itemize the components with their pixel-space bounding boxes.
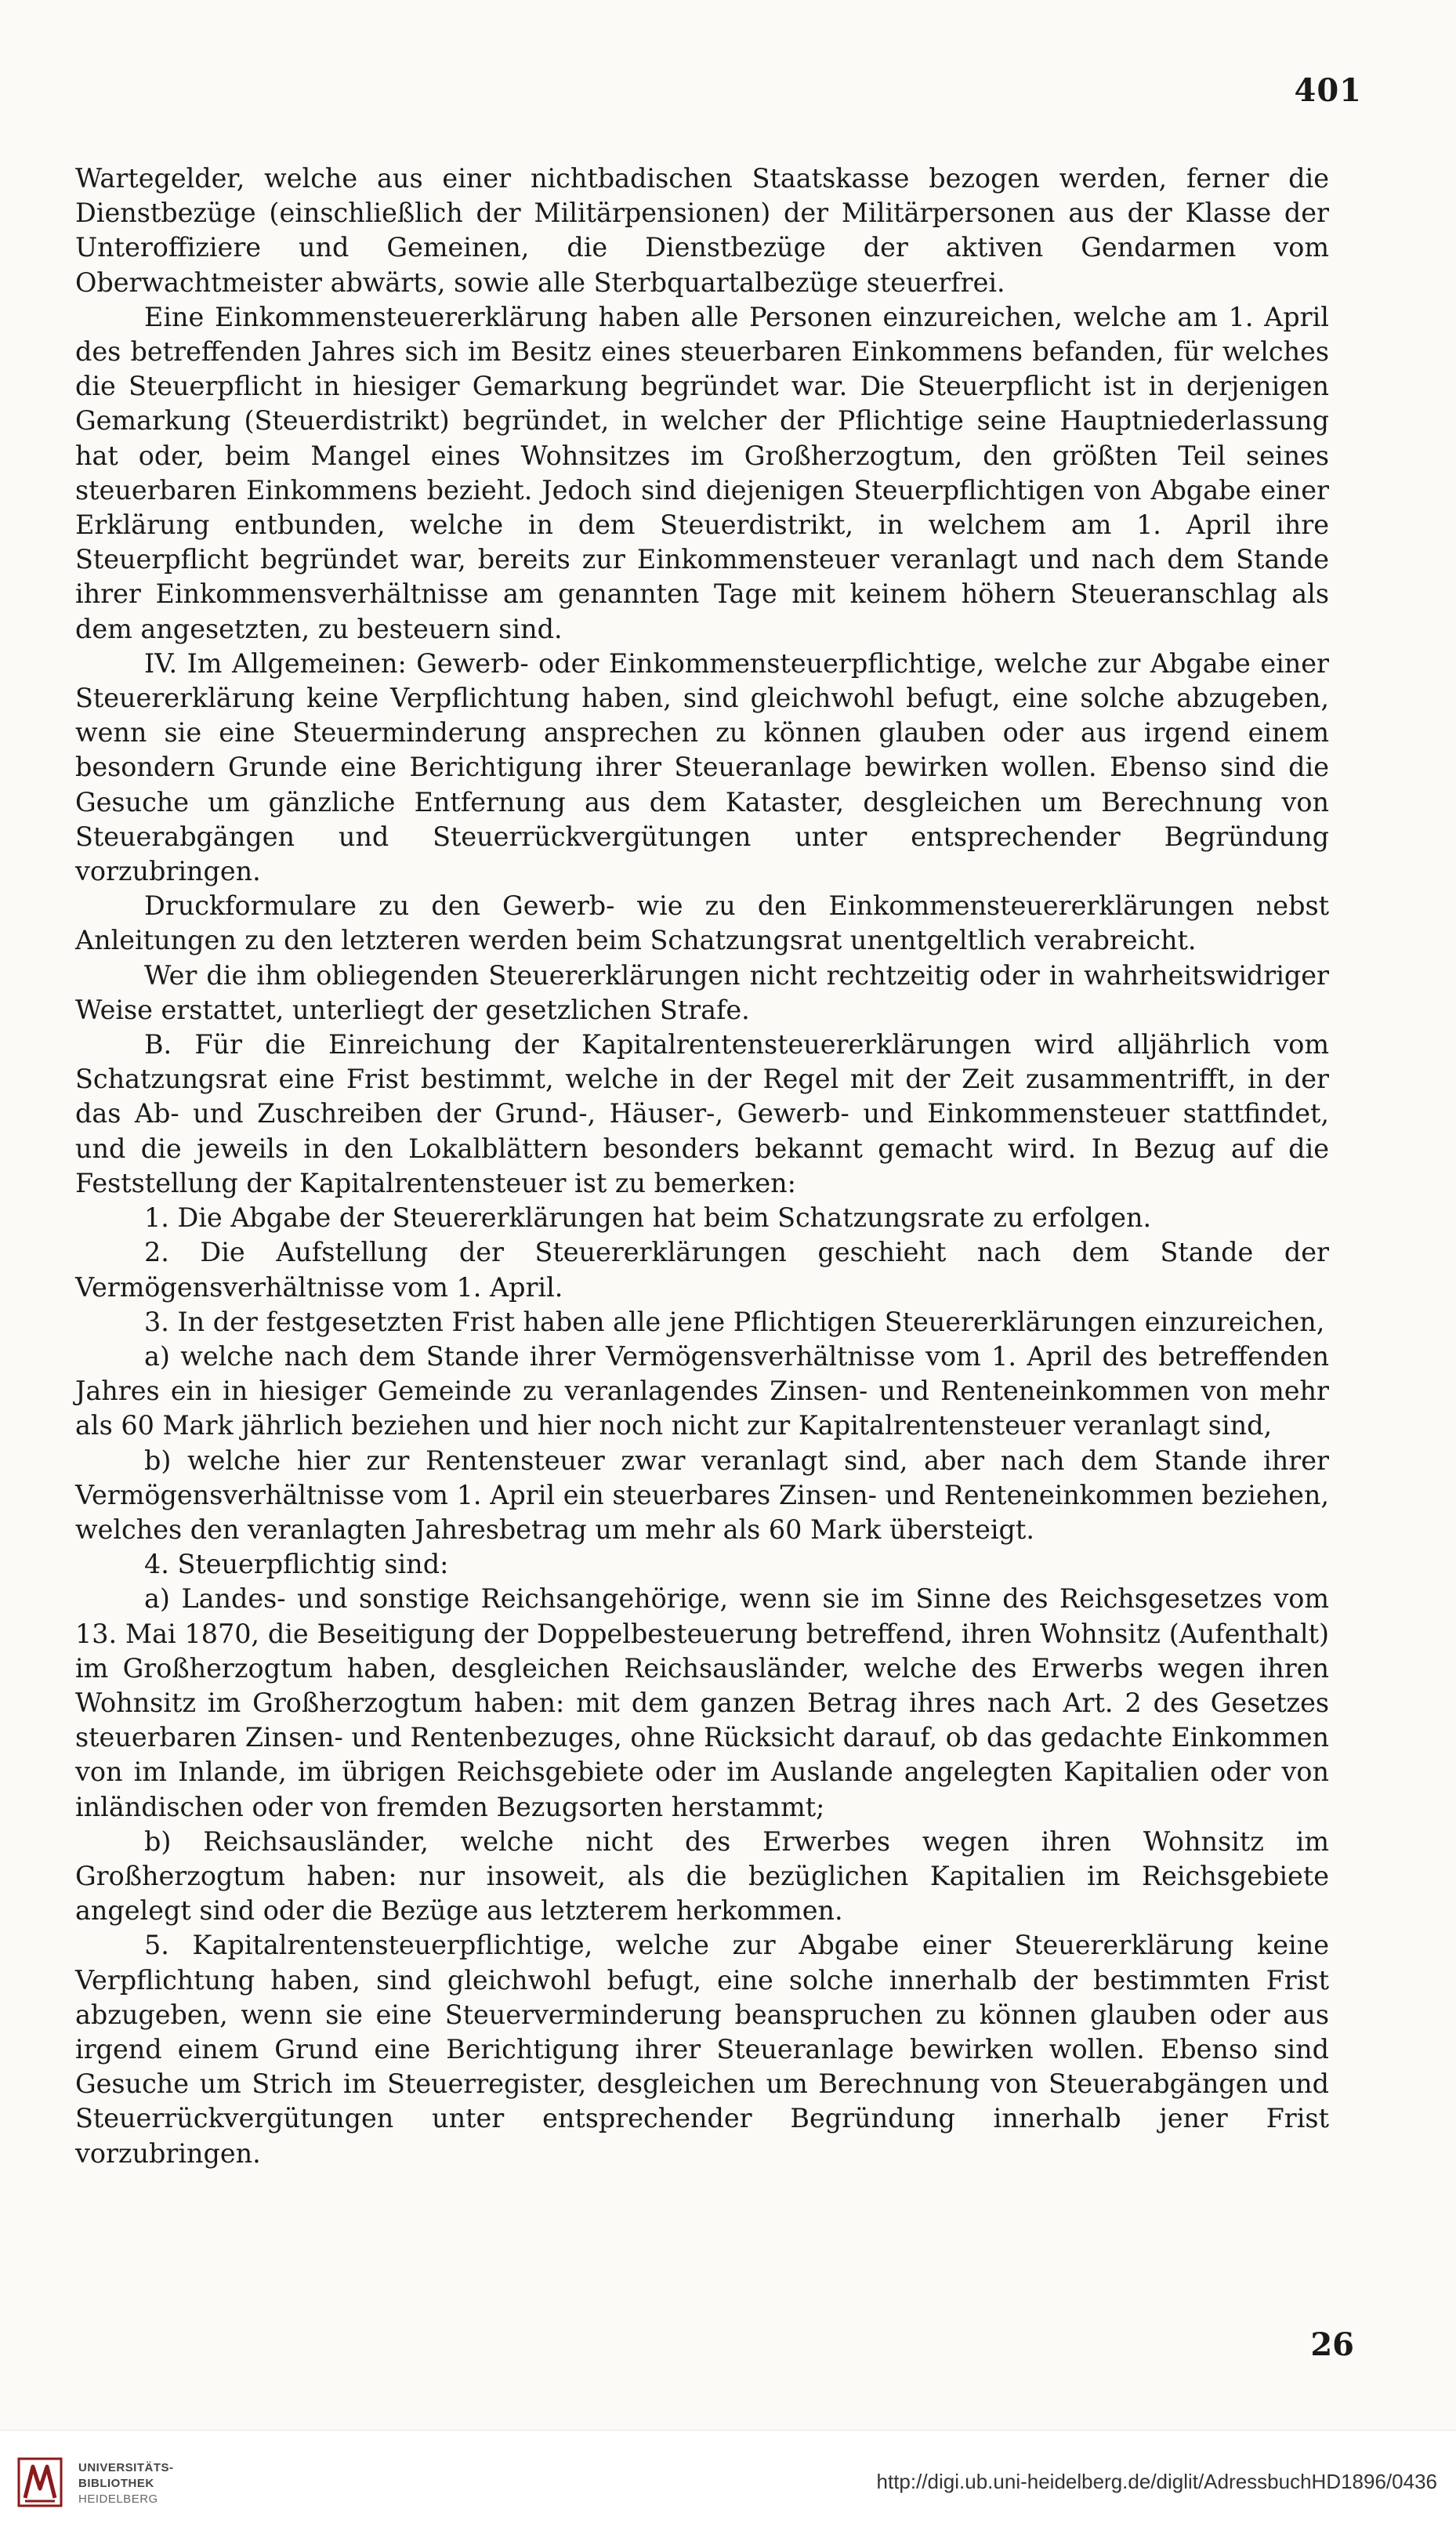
list-item: 1. Die Abgabe der Steuererklärungen hat beim Schatzungsrate zu erfolgen. (144, 1202, 1152, 1234)
library-line: UNIVERSITÄTS- (78, 2461, 174, 2474)
permalink-url[interactable]: http://digi.ub.uni-heidelberg.de/diglit/AdressbuchHD1896/0436 (876, 2470, 1437, 2493)
list-item: 4. Steuerpflichtig sind: (144, 1549, 449, 1580)
list-item: 2. Die Aufstellung der Steuererklärungen geschieht nach dem Stande der Vermögensverhältnisse vom 1. April. (75, 1237, 1329, 1303)
paragraph: Eine Einkommensteuererklärung haben alle Personen einzureichen, welche am 1. April des betreffenden Jahres sich im Besitz eines steuerbaren Einkommens befanden, für welches die Steuerpflicht in hiesiger Gemarkung begründet war. Die Steuerpflicht ist in derjenigen Gemarkung (Steuerdistrikt) begründet, in welcher der Pflichtige seine Hauptniederlassung hat oder, beim Mangel eines Wohnsitzes im Großherzogtum, den größten Teil seines steuerbaren Einkommens bezieht. Jedoch sind diejenigen Steuerpflichtigen von Abgabe einer Erklärung entbunden, welche in dem Steuerdistrikt, in welchem am 1. April ihre Steuerpflicht begründet war, bereits zur Einkommensteuer veranlagt und nach dem Stande ihrer Einkommensverhältnisse am genannten Tage mit keinem höhern Steueranschlag als dem angesetzten, zu besteuern sind. (75, 301, 1329, 644)
sub-list-item: b) Reichsausländer, welche nicht des Erwerbes wegen ihren Wohnsitz im Großherzogtum haben: nur insoweit, als die bezüglichen Kapitalien im Reichsgebiete angelegt sind oder die Bezüge aus letzterem herkommen. (75, 1825, 1329, 1927)
heidelberg-library-logo-icon[interactable] (17, 2457, 63, 2507)
viewer-footer (0, 2430, 1456, 2534)
list-item: 3. In der festgesetzten Frist haben alle jene Pflichtigen Steuererklärungen einzureichen, (144, 1306, 1325, 1337)
page-number: 401 (1294, 72, 1362, 109)
sub-list-item: a) welche nach dem Stande ihrer Vermögensverhältnisse vom 1. April des betreffenden Jahres ein in hiesiger Gemeinde zu veranlagendes Zinsen- und Renteneinkommen von mehr als 60 Mark jährlich beziehen und hier noch nicht zur Kapitalrentensteuer veranlagt sind, (75, 1340, 1329, 1441)
list-item: 5. Kapitalrentensteuerpflichtige, welche zur Abgabe einer Steuererklärung keine Verpflichtung haben, sind gleichwohl befugt, eine solche innerhalb der bestimmten Frist abzugeben, wenn sie eine Steuerverminderung beanspruchen zu können glauben oder aus irgend einem Grund eine Berichtigung ihrer Steueranlage bewirken wollen. Ebenso sind Gesuche um Strich im Steuerregister, desgleichen um Berechnung von Steuerabgängen und Steuerrückvergütungen unter entsprechender Begründung innerhalb jener Frist vorzubringen. (75, 1930, 1329, 2169)
library-name (78, 2460, 174, 2507)
sub-list-item: a) Landes- und sonstige Reichsangehörige, wenn sie im Sinne des Reichsgesetzes vom 13. Mai 1870, die Beseitigung der Doppelbesteuerung betreffend, ihren Wohnsitz (Aufenthalt) im Großherzogtum haben, desgleichen Reichsausländer, welche des Erwerbs wegen ihren Wohnsitz im Großherzogtum haben: mit dem ganzen Betrag ihres nach Art. 2 des Gesetzes steuerbaren Zinsen- und Rentenbezuges, ohne Rücksicht darauf, ob das gedachte Einkommen von im Inlande, im übrigen Reichsgebiete oder im Auslande angelegten Kapitalien oder von inländischen oder von fremden Bezugsorten herstammt; (75, 1583, 1329, 1822)
paragraph: IV. Im Allgemeinen: Gewerb- oder Einkommensteuerpflichtige, welche zur Abgabe einer Steuererklärung keine Verpflichtung haben, sind gleichwohl befugt, eine solche abzugeben, wenn sie eine Steuerminderung ansprechen zu können glauben oder aus irgend einem besondern Grunde eine Berichtigung ihrer Steueranlage bewirken wollen. Ebenso sind die Gesuche um gänzliche Entfernung aus dem Kataster, desgleichen um Berechnung von Steuerabgängen und Steuerrückvergütungen unter entsprechender Begründung vorzubringen. (75, 647, 1329, 887)
paragraph: Druckformulare zu den Gewerb- wie zu den Einkommensteuererklärungen nebst Anleitungen zu den letzteren werden beim Schatzungsrat unentgeltlich verabreicht. (75, 890, 1329, 956)
library-line: HEIDELBERG (78, 2492, 158, 2506)
signature-mark: 26 (1310, 2326, 1354, 2363)
sub-list-item: b) welche hier zur Rentensteuer zwar veranlagt sind, aber nach dem Stande ihrer Vermögensverhältnisse vom 1. April ein steuerbares Zinsen- und Renteneinkommen beziehen, welches den veranlagten Jahresbetrag um mehr als 60 Mark übersteigt. (75, 1445, 1329, 1545)
paragraph: Wer die ihm obliegenden Steuererklärungen nicht rechtzeitig oder in wahrheitswidriger Weise erstattet, unterliegt der gesetzlichen Strafe. (75, 959, 1329, 1025)
paragraph: B. Für die Einreichung der Kapitalrentensteuererklärungen wird alljährlich vom Schatzungsrat eine Frist bestimmt, welche in der Regel mit der Zeit zusammentrifft, in der das Ab- und Zuschreiben der Grund-, Häuser-, Gewerb- und Einkommensteuer stattfindet, und die jeweils in den Lokalblättern besonders bekannt gemacht wird. In Bezug auf die Feststellung der Kapitalrentensteuer ist zu bemerken: (75, 1029, 1329, 1198)
body-text (75, 161, 1329, 2171)
library-line: BIBLIOTHEK (78, 2477, 154, 2490)
paragraph: Wartegelder, welche aus einer nichtbadischen Staatskasse bezogen werden, ferner die Dienstbezüge (einschließlich der Militärpensionen) der Militärpersonen aus der Klasse der Unteroffiziere und Gemeinen, die Dienstbezüge der aktiven Gendarmen vom Oberwachtmeister abwärts, sowie alle Sterbquartalbezüge steuerfrei. (75, 163, 1329, 298)
